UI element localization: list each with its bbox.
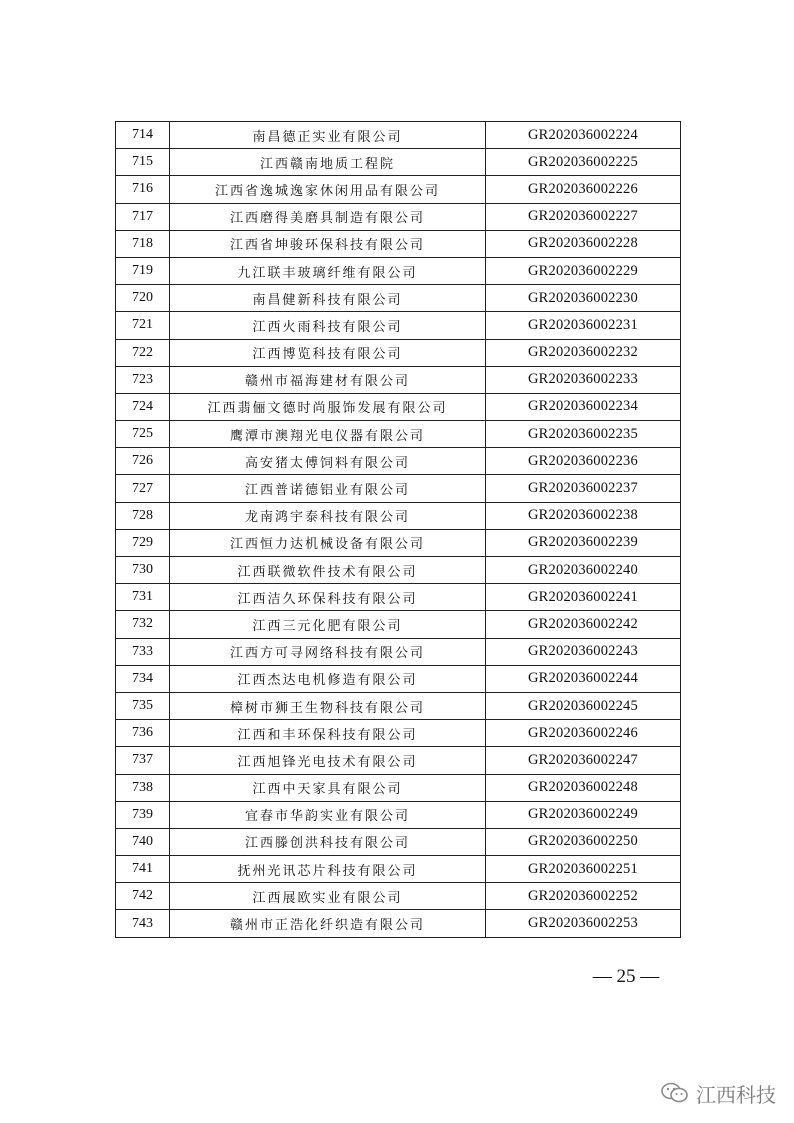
table-row xyxy=(116,203,681,230)
row-number-cell: 719 xyxy=(116,257,170,284)
company-name-cell: 江西和丰环保科技有限公司 xyxy=(170,720,486,747)
row-number-cell: 717 xyxy=(116,203,170,230)
certificate-code-cell: GR202036002225 xyxy=(486,149,681,176)
table-row xyxy=(116,339,681,366)
row-number-cell: 722 xyxy=(116,339,170,366)
certificate-code-cell: GR202036002250 xyxy=(486,828,681,855)
table-body xyxy=(116,122,681,938)
table-row xyxy=(116,774,681,801)
company-name-cell: 宜春市华韵实业有限公司 xyxy=(170,801,486,828)
row-number-cell: 731 xyxy=(116,584,170,611)
table-row xyxy=(116,421,681,448)
table-row xyxy=(116,747,681,774)
wechat-watermark xyxy=(660,1078,776,1108)
row-number-cell: 723 xyxy=(116,366,170,393)
row-number-cell: 720 xyxy=(116,285,170,312)
company-name-cell: 南昌德正实业有限公司 xyxy=(170,122,486,149)
certificate-code-cell: GR202036002234 xyxy=(486,393,681,420)
company-name-cell: 鹰潭市澳翔光电仪器有限公司 xyxy=(170,421,486,448)
row-number-cell: 732 xyxy=(116,611,170,638)
company-name-cell: 江西滕创洪科技有限公司 xyxy=(170,828,486,855)
certificate-code-cell: GR202036002224 xyxy=(486,122,681,149)
certificate-code-cell: GR202036002231 xyxy=(486,312,681,339)
company-name-cell: 江西展欧实业有限公司 xyxy=(170,883,486,910)
row-number-cell: 740 xyxy=(116,828,170,855)
row-number-cell: 727 xyxy=(116,475,170,502)
certificate-code-cell: GR202036002239 xyxy=(486,529,681,556)
company-name-cell: 江西恒力达机械设备有限公司 xyxy=(170,529,486,556)
certificate-code-cell: GR202036002232 xyxy=(486,339,681,366)
certificate-code-cell: GR202036002233 xyxy=(486,366,681,393)
company-name-cell: 九江联丰玻璃纤维有限公司 xyxy=(170,257,486,284)
company-table-container xyxy=(115,121,680,938)
company-name-cell: 江西方可寻网络科技有限公司 xyxy=(170,638,486,665)
company-name-cell: 江西火雨科技有限公司 xyxy=(170,312,486,339)
certificate-code-cell: GR202036002252 xyxy=(486,883,681,910)
company-name-cell: 江西三元化肥有限公司 xyxy=(170,611,486,638)
company-name-cell: 江西洁久环保科技有限公司 xyxy=(170,584,486,611)
table-row xyxy=(116,312,681,339)
row-number-cell: 738 xyxy=(116,774,170,801)
table-row xyxy=(116,828,681,855)
row-number-cell: 716 xyxy=(116,176,170,203)
certificate-code-cell: GR202036002246 xyxy=(486,720,681,747)
table-row xyxy=(116,611,681,638)
table-row xyxy=(116,529,681,556)
company-name-cell: 抚州光讯芯片科技有限公司 xyxy=(170,856,486,883)
watermark-text: 江西科技 xyxy=(696,1082,776,1107)
table-row xyxy=(116,856,681,883)
table-row xyxy=(116,910,681,937)
row-number-cell: 743 xyxy=(116,910,170,937)
company-name-cell: 江西翡俪文德时尚服饰发展有限公司 xyxy=(170,393,486,420)
row-number-cell: 730 xyxy=(116,557,170,584)
company-name-cell: 江西旭锋光电技术有限公司 xyxy=(170,747,486,774)
company-name-cell: 江西省坤骏环保科技有限公司 xyxy=(170,230,486,257)
certificate-code-cell: GR202036002226 xyxy=(486,176,681,203)
table-row xyxy=(116,448,681,475)
table-row xyxy=(116,149,681,176)
row-number-cell: 729 xyxy=(116,529,170,556)
certificate-code-cell: GR202036002235 xyxy=(486,421,681,448)
table-row xyxy=(116,502,681,529)
company-name-cell: 江西联微软件技术有限公司 xyxy=(170,557,486,584)
wechat-icon xyxy=(660,1081,690,1105)
company-name-cell: 龙南鸿宇泰科技有限公司 xyxy=(170,502,486,529)
row-number-cell: 725 xyxy=(116,421,170,448)
company-name-cell: 江西磨得美磨具制造有限公司 xyxy=(170,203,486,230)
company-name-cell: 南昌健新科技有限公司 xyxy=(170,285,486,312)
company-name-cell: 江西博览科技有限公司 xyxy=(170,339,486,366)
certificate-code-cell: GR202036002247 xyxy=(486,747,681,774)
table-row xyxy=(116,230,681,257)
certificate-code-cell: GR202036002228 xyxy=(486,230,681,257)
row-number-cell: 735 xyxy=(116,692,170,719)
company-name-cell: 高安猪太傅饲料有限公司 xyxy=(170,448,486,475)
table-row xyxy=(116,366,681,393)
row-number-cell: 715 xyxy=(116,149,170,176)
certificate-code-cell: GR202036002240 xyxy=(486,557,681,584)
certificate-code-cell: GR202036002243 xyxy=(486,638,681,665)
certificate-code-cell: GR202036002248 xyxy=(486,774,681,801)
row-number-cell: 734 xyxy=(116,665,170,692)
table-row xyxy=(116,692,681,719)
certificate-code-cell: GR202036002242 xyxy=(486,611,681,638)
certificate-code-cell: GR202036002245 xyxy=(486,692,681,719)
table-row xyxy=(116,801,681,828)
certificate-code-cell: GR202036002229 xyxy=(486,257,681,284)
company-name-cell: 樟树市狮王生物科技有限公司 xyxy=(170,692,486,719)
table-row xyxy=(116,285,681,312)
table-row xyxy=(116,665,681,692)
page-number: — 25 — xyxy=(592,966,660,987)
row-number-cell: 742 xyxy=(116,883,170,910)
table-row xyxy=(116,176,681,203)
row-number-cell: 728 xyxy=(116,502,170,529)
company-name-cell: 江西中天家具有限公司 xyxy=(170,774,486,801)
certificate-code-cell: GR202036002249 xyxy=(486,801,681,828)
certificate-code-cell: GR202036002251 xyxy=(486,856,681,883)
row-number-cell: 737 xyxy=(116,747,170,774)
row-number-cell: 718 xyxy=(116,230,170,257)
certificate-code-cell: GR202036002236 xyxy=(486,448,681,475)
certificate-code-cell: GR202036002230 xyxy=(486,285,681,312)
row-number-cell: 733 xyxy=(116,638,170,665)
table-row xyxy=(116,257,681,284)
company-name-cell: 江西普诺德铝业有限公司 xyxy=(170,475,486,502)
certificate-code-cell: GR202036002241 xyxy=(486,584,681,611)
row-number-cell: 736 xyxy=(116,720,170,747)
row-number-cell: 714 xyxy=(116,122,170,149)
company-table xyxy=(115,121,681,938)
row-number-cell: 741 xyxy=(116,856,170,883)
table-row xyxy=(116,638,681,665)
certificate-code-cell: GR202036002253 xyxy=(486,910,681,937)
table-row xyxy=(116,557,681,584)
row-number-cell: 739 xyxy=(116,801,170,828)
certificate-code-cell: GR202036002237 xyxy=(486,475,681,502)
table-row xyxy=(116,475,681,502)
row-number-cell: 721 xyxy=(116,312,170,339)
certificate-code-cell: GR202036002244 xyxy=(486,665,681,692)
company-name-cell: 江西省逸城逸家休闲用品有限公司 xyxy=(170,176,486,203)
certificate-code-cell: GR202036002227 xyxy=(486,203,681,230)
company-name-cell: 赣州市正浩化纤织造有限公司 xyxy=(170,910,486,937)
table-row xyxy=(116,720,681,747)
table-row xyxy=(116,122,681,149)
table-row xyxy=(116,883,681,910)
row-number-cell: 724 xyxy=(116,393,170,420)
table-row xyxy=(116,393,681,420)
table-row xyxy=(116,584,681,611)
certificate-code-cell: GR202036002238 xyxy=(486,502,681,529)
company-name-cell: 江西杰达电机修造有限公司 xyxy=(170,665,486,692)
company-name-cell: 江西赣南地质工程院 xyxy=(170,149,486,176)
row-number-cell: 726 xyxy=(116,448,170,475)
company-name-cell: 赣州市福海建材有限公司 xyxy=(170,366,486,393)
